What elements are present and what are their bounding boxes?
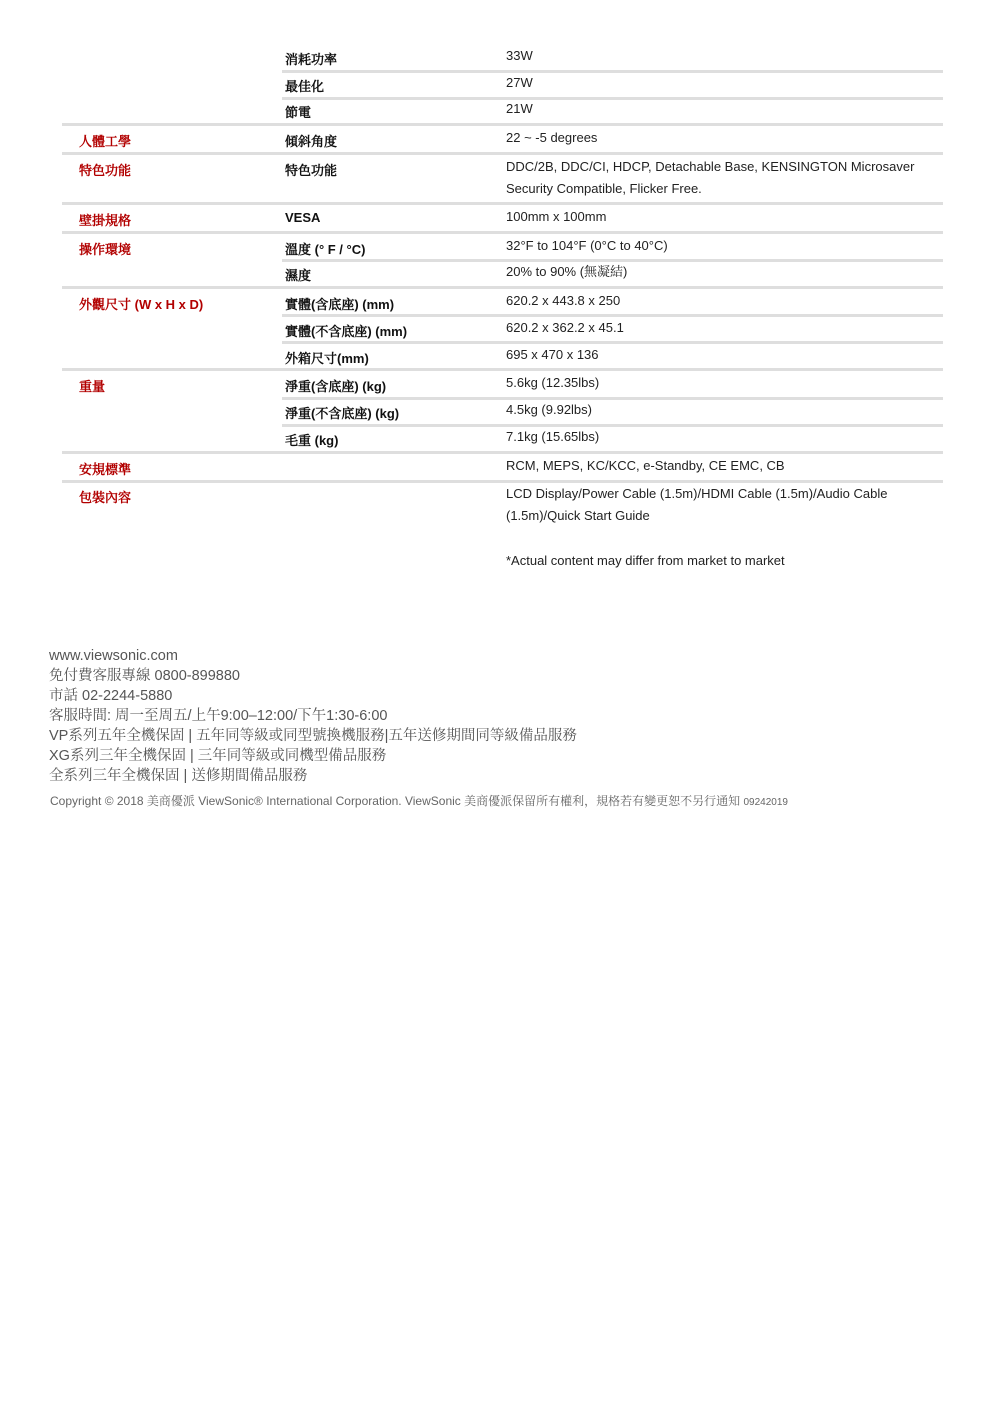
spec-value: 22 ~ -5 degrees [506,130,598,145]
local-phone-line: 市話 02-2244-5880 [49,688,173,704]
spec-category: 特色功能 [79,163,132,178]
spec-value: 7.1kg (15.65lbs) [506,429,600,444]
spec-item: 特色功能 [285,163,338,178]
spec-category: 重量 [79,379,106,394]
spec-value: 27W [506,75,533,90]
spec-value: 33W [506,48,533,63]
document-code: 09242019 [743,797,788,808]
spec-item: 淨重(含底座) (kg) [285,379,387,394]
section-divider [62,202,943,205]
spec-item: 溫度 (° F / °C) [285,242,366,257]
spec-value: 4.5kg (9.92lbs) [506,402,592,417]
spec-item: 傾斜角度 [285,134,338,149]
service-hours-line: 客服時間: 周一至周五/上午9:00–12:00/下午1:30-6:00 [49,708,388,724]
section-divider [62,152,943,155]
spec-item: 濕度 [285,268,312,283]
section-divider [62,451,943,454]
package-note: *Actual content may differ from market to market [506,553,785,568]
website-link[interactable]: www.viewsonic.com [49,648,178,664]
spec-category: 包裝內容 [79,490,132,505]
spec-item: 淨重(不含底座) (kg) [285,406,400,421]
spec-value: LCD Display/Power Cable (1.5m)/HDMI Cable (1.5m)/Audio Cable (1.5m)/Quick Start Guide [506,486,888,523]
spec-category: 外觀尺寸 (W x H x D) [79,297,204,312]
copyright-notice [50,792,788,809]
warranty-all-line: 全系列三年全機保固 | 送修期間備品服務 [49,768,308,784]
spec-category: 安規標準 [79,462,132,477]
spec-value: 695 x 470 x 136 [506,347,599,362]
spec-value: 32°F to 104°F (0°C to 40°C) [506,238,668,253]
spec-item: 實體(含底座) (mm) [285,297,395,312]
warranty-vp-line: VP系列五年全機保固 | 五年同等級或同型號換機服務|五年送修期間同等級備品服務 [49,728,577,744]
spec-value: 620.2 x 443.8 x 250 [506,293,621,308]
spec-value: 5.6kg (12.35lbs) [506,375,600,390]
copyright-text: Copyright © 2018 美商優派 ViewSonic® International Corporation. ViewSonic 美商優派保留所有權利，規格若有變更恕不另行通知 [50,794,741,808]
warranty-xg-line: XG系列三年全機保固 | 三年同等級或同機型備品服務 [49,748,387,764]
spec-value: 20% to 90% (無凝結) [506,264,628,279]
spec-value: 21W [506,101,533,116]
spec-value: DDC/2B, DDC/CI, HDCP, Detachable Base, KENSINGTON Microsaver Security Compatible, Flicker Free. [506,159,915,196]
spec-item: 消耗功率 [285,52,338,67]
spec-item: 毛重 (kg) [285,433,339,448]
spec-category: 操作環境 [79,242,132,257]
toll-free-line: 免付費客服專線 0800-899880 [49,668,240,684]
spec-value: 100mm x 100mm [506,209,607,224]
spec-item: 外箱尺寸(mm) [285,351,369,366]
spec-item: 節電 [285,105,312,120]
spec-item: 最佳化 [285,79,325,94]
spec-value: RCM, MEPS, KC/KCC, e-Standby, CE EMC, CB [506,458,785,473]
section-divider [62,286,943,289]
spec-item: 實體(不含底座) (mm) [285,324,408,339]
contact-footer [49,646,949,786]
spec-item: VESA [285,210,321,225]
section-divider [62,368,943,371]
spec-category: 壁掛規格 [79,213,132,228]
section-divider [62,231,943,234]
spec-category: 人體工學 [79,134,132,149]
spec-value: 620.2 x 362.2 x 45.1 [506,320,624,335]
section-divider [62,123,943,126]
